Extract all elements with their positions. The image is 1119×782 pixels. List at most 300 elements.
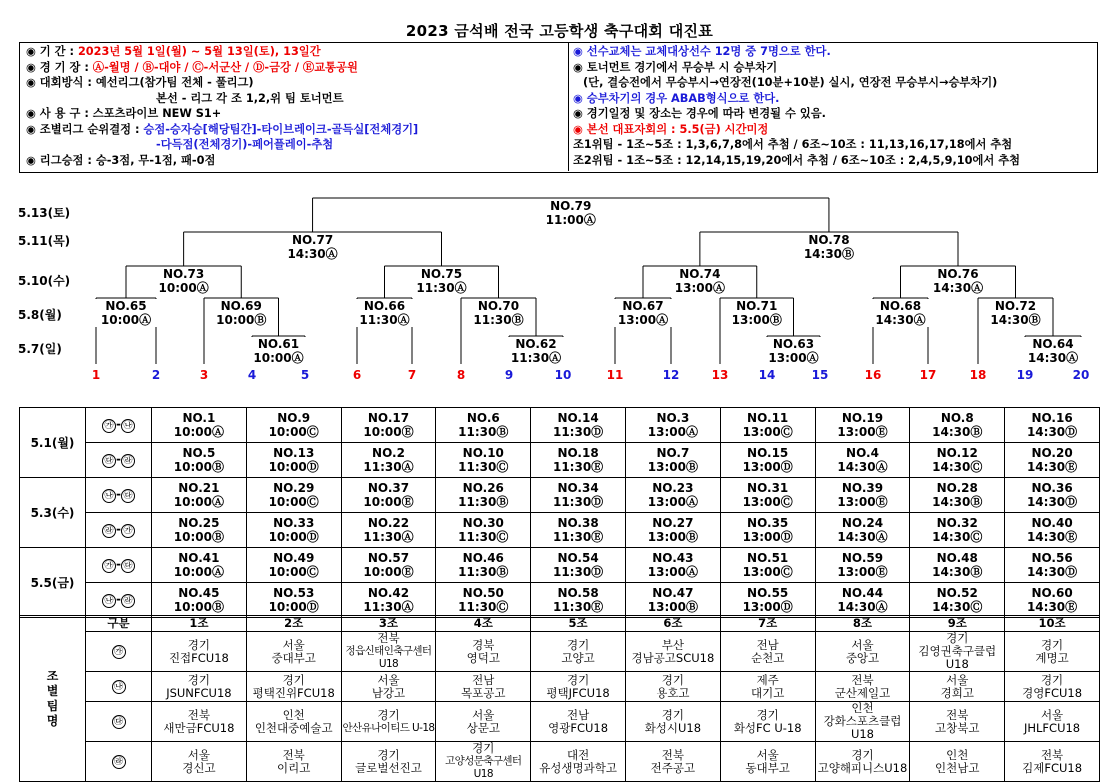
team-region: 부산 [661, 637, 684, 652]
venue-mark: Ⓓ [306, 530, 319, 544]
venue-mark: Ⓐ [875, 600, 888, 614]
bracket-team-number: 15 [811, 368, 829, 382]
match-number: NO.20 [1031, 446, 1073, 460]
team-name: 안산유나이티드 U-18 [342, 721, 435, 734]
match-number: NO.44 [841, 586, 884, 600]
team-cell [341, 632, 436, 672]
teams-header-cell: 6조 [625, 616, 720, 632]
bracket-match [92, 299, 160, 327]
schedule-date: 5.3(수) [20, 478, 86, 548]
match-time: 14:30 [1026, 530, 1066, 544]
venue-mark: Ⓐ [685, 425, 698, 439]
match-time: 14:30 [990, 313, 1029, 327]
match-time: 13:00 [742, 565, 781, 579]
match-time: 13:00 [837, 565, 876, 579]
match-time: 11:30 [416, 281, 455, 295]
group-mark: ㉮ [102, 419, 116, 433]
schedule-match [341, 548, 436, 583]
team-region: 경북 [472, 637, 495, 652]
bracket-match [982, 299, 1050, 327]
schedule-row [20, 583, 1100, 618]
bracket-team-number: 2 [151, 368, 161, 382]
team-name: 전주공고 [650, 760, 696, 775]
team-cell [625, 632, 720, 672]
schedule-match [436, 513, 531, 548]
team-name: 김영권축구클럽U18 [918, 644, 997, 671]
schedule-pair [86, 583, 152, 618]
venue-mark: Ⓒ [306, 425, 319, 439]
venue-mark: Ⓔ [1065, 530, 1078, 544]
match-number: NO.1 [182, 411, 216, 425]
teams-header-cell: 4조 [436, 616, 531, 632]
schedule-match [720, 548, 815, 583]
team-cell [910, 742, 1005, 782]
teams-side-label: 조 별 팀 명 [20, 616, 86, 782]
venue-mark: Ⓑ [511, 313, 524, 327]
match-number: NO.60 [1031, 586, 1073, 600]
info-right [568, 43, 1093, 171]
venue-mark: Ⓑ [685, 530, 698, 544]
bracket-team-number: 1 [91, 368, 101, 382]
venue-mark: Ⓓ [780, 600, 793, 614]
schedule-match [531, 443, 626, 478]
team-name: 진접FCU18 [168, 650, 229, 665]
match-number: NO.36 [1031, 481, 1073, 495]
team-cell [625, 672, 720, 702]
bracket-team-number: 19 [1016, 368, 1034, 382]
venue-mark: Ⓐ [397, 313, 410, 327]
match-number: NO.32 [936, 516, 978, 530]
schedule-match [720, 443, 815, 478]
match-time: 13:00 [647, 460, 686, 474]
venue-mark: Ⓐ [656, 313, 669, 327]
group-mark: ㉱ [102, 524, 116, 538]
team-name: 고양성문축구센터U18 [445, 755, 522, 780]
venue-mark: Ⓒ [496, 460, 509, 474]
venue-mark: Ⓑ [970, 495, 983, 509]
team-name: 경희고 [940, 685, 974, 700]
match-time: 10:00 [363, 565, 402, 579]
team-cell [720, 632, 815, 672]
team-region: 대전 [566, 747, 590, 762]
team-cell [246, 632, 341, 672]
team-cell [910, 672, 1005, 702]
team-cell [720, 742, 815, 782]
match-time: 10:00 [173, 565, 212, 579]
match-time: 10:00 [268, 565, 307, 579]
bracket-team-number: 11 [606, 368, 624, 382]
team-region: 인천 [282, 707, 305, 722]
match-time: 13:00 [647, 425, 686, 439]
schedule-row [20, 548, 1100, 583]
schedule-row [20, 408, 1100, 443]
match-time: 14:30 [803, 247, 843, 261]
pair-separator: - [116, 487, 121, 501]
team-name: 경신고 [182, 760, 216, 775]
match-number: NO.17 [367, 411, 410, 425]
group-mark: ㉰ [121, 489, 135, 503]
schedule-match [625, 443, 720, 478]
teams-header-row [20, 616, 1100, 632]
group-mark: ㉮ [121, 524, 135, 538]
match-time: 11:30 [363, 530, 402, 544]
schedule-match [815, 443, 910, 478]
match-number: NO.57 [367, 551, 410, 565]
team-cell [341, 742, 436, 782]
team-name: 계명고 [1035, 650, 1069, 665]
match-number: NO.7 [656, 446, 690, 460]
venue-mark: Ⓑ [211, 600, 224, 614]
schedule-match [1005, 548, 1100, 583]
schedule-match [910, 408, 1005, 443]
match-time: 11:30 [458, 530, 497, 544]
team-region: 경기 [566, 637, 590, 652]
venue-mark: Ⓐ [139, 313, 152, 327]
schedule-row [20, 443, 1100, 478]
match-number: NO.2 [372, 446, 405, 460]
schedule-match [1005, 513, 1100, 548]
schedule-match [341, 443, 436, 478]
match-time: 13:00 [674, 281, 713, 295]
schedule-match [815, 408, 910, 443]
match-time: 14:30 [1026, 600, 1066, 614]
info-key: ◉ 조별리그 순위결정 : [26, 122, 144, 136]
venue-mark: Ⓒ [780, 495, 793, 509]
team-name: 새만금FCU18 [163, 720, 235, 735]
match-time: 10:00 [173, 425, 212, 439]
team-cell [625, 702, 720, 742]
group-mark: ㉯ [102, 594, 116, 608]
match-time: 13:00 [742, 495, 781, 509]
bracket-match [723, 299, 791, 327]
venue-mark: Ⓐ [211, 565, 224, 579]
bracket-match [207, 299, 275, 327]
match-number: NO.35 [747, 516, 789, 530]
team-cell [815, 632, 910, 672]
match-number: NO.42 [367, 586, 410, 600]
team-cell [531, 742, 626, 782]
venue-mark: Ⓒ [780, 425, 793, 439]
team-region: 제주 [756, 672, 779, 687]
bracket-date-label: 5.8(월) [18, 308, 62, 322]
schedule-match [720, 478, 815, 513]
match-number: NO.63 [772, 337, 815, 351]
info-left-line [26, 153, 561, 169]
venue-mark: Ⓐ [583, 213, 596, 227]
team-name: 경남공고SCU18 [631, 650, 715, 665]
team-name: 영광FCU18 [548, 720, 609, 735]
team-name: 중앙고 [845, 650, 880, 665]
pair-separator: - [116, 592, 121, 606]
team-cell [815, 742, 910, 782]
venue-mark: Ⓐ [685, 495, 698, 509]
bracket-match [502, 337, 570, 365]
match-number: NO.49 [273, 551, 315, 565]
schedule-match [1005, 443, 1100, 478]
team-name: 영덕고 [466, 650, 500, 665]
bracket-team-number: 14 [758, 368, 776, 382]
venue-mark: Ⓒ [970, 460, 983, 474]
match-time: 11:30 [473, 313, 512, 327]
match-time: 13:00 [742, 600, 781, 614]
schedule-match [246, 583, 341, 618]
venue-mark: Ⓐ [196, 281, 209, 295]
schedule-match [436, 408, 531, 443]
match-time: 10:00 [363, 425, 402, 439]
venue-mark: Ⓓ [780, 460, 793, 474]
match-time: 13:00 [742, 460, 781, 474]
info-left-line [26, 75, 561, 91]
match-number: NO.59 [841, 551, 884, 565]
info-left-line [26, 122, 561, 138]
venue-mark: Ⓒ [970, 530, 983, 544]
team-cell [152, 672, 247, 702]
match-number: NO.56 [1031, 551, 1073, 565]
bracket-team-number: 8 [456, 368, 466, 382]
team-region: 인천 [946, 747, 969, 762]
venue-mark: Ⓓ [780, 530, 793, 544]
match-time: 10:00 [363, 495, 402, 509]
info-right-line: ◉ 승부차기의 경우 ABAB형식으로 한다. [573, 91, 780, 105]
venue-mark: Ⓐ [211, 425, 224, 439]
team-region: 경기 [661, 707, 684, 722]
group-mark: ㉰ [112, 715, 126, 729]
match-time: 14:30 [932, 495, 971, 509]
schedule-match [625, 583, 720, 618]
team-region: 경기 [187, 637, 210, 652]
match-number: NO.45 [178, 586, 220, 600]
match-number: NO.51 [747, 551, 789, 565]
schedule-match [1005, 408, 1100, 443]
team-region: 경기 [756, 707, 779, 722]
info-key: ◉ 경 기 장 : [26, 60, 93, 74]
venue-mark: Ⓐ [401, 530, 414, 544]
venue-mark: Ⓐ [1066, 351, 1079, 365]
venue-mark: Ⓔ [401, 565, 414, 579]
match-number: NO.25 [178, 516, 220, 530]
match-number: NO.43 [652, 551, 694, 565]
team-cell [1005, 672, 1100, 702]
team-region: 서울 [377, 672, 400, 687]
team-region: 전북 [851, 672, 874, 687]
venue-mark: Ⓑ [769, 313, 782, 327]
schedule-match [625, 513, 720, 548]
schedule-match [436, 583, 531, 618]
match-number: NO.19 [841, 411, 884, 425]
team-name: 유성생명과학고 [539, 760, 617, 775]
team-region: 전남 [566, 707, 590, 722]
match-time: 10:00 [268, 530, 307, 544]
schedule-match [246, 478, 341, 513]
team-name: 중대부고 [271, 650, 316, 665]
venue-mark: Ⓓ [591, 565, 604, 579]
team-name: 고창북고 [935, 720, 980, 735]
match-time: 11:30 [552, 600, 592, 614]
team-cell [531, 632, 626, 672]
pair-separator: - [116, 452, 121, 466]
team-cell [720, 672, 815, 702]
venue-mark: Ⓑ [496, 565, 509, 579]
match-time: 11:30 [458, 565, 497, 579]
match-time: 11:30 [458, 495, 497, 509]
bracket-date-label: 5.11(목) [18, 234, 71, 248]
match-number: NO.67 [622, 299, 664, 313]
bracket-match [245, 337, 313, 365]
venue-mark: Ⓑ [254, 313, 267, 327]
venue-mark: Ⓐ [454, 281, 467, 295]
schedule-match [152, 513, 247, 548]
pair-separator: - [116, 557, 121, 571]
match-number: NO.34 [557, 481, 599, 495]
team-cell [625, 742, 720, 782]
team-region: 전남 [756, 637, 779, 652]
match-time: 10:00 [253, 351, 292, 365]
group-mark: ㉰ [102, 454, 116, 468]
match-number: NO.74 [679, 267, 721, 281]
match-time: 14:30 [837, 460, 876, 474]
match-number: NO.53 [273, 586, 315, 600]
schedule-match [531, 583, 626, 618]
team-cell [1005, 702, 1100, 742]
schedule-match [625, 408, 720, 443]
venue-mark: Ⓒ [496, 600, 509, 614]
bracket-match [150, 267, 218, 295]
group-mark-cell [86, 632, 152, 672]
team-region: 경기 [566, 672, 590, 687]
info-value: 2023년 5월 1일(월) ~ 5월 13일(토), 13일간 [77, 45, 321, 58]
schedule-match [531, 513, 626, 548]
match-time: 10:00 [216, 313, 255, 327]
match-time: 10:00 [173, 600, 212, 614]
venue-mark: Ⓓ [591, 425, 604, 439]
group-mark: ㉰ [121, 559, 135, 573]
schedule-row [20, 513, 1100, 548]
match-number: NO.48 [936, 551, 978, 565]
match-number: NO.28 [936, 481, 978, 495]
match-time: 13:00 [837, 425, 876, 439]
pair-separator: - [116, 417, 121, 431]
info-right-line: ◉ 토너먼트 경기에서 무승부 시 승부차기 [573, 60, 778, 74]
team-region: 서울 [1040, 707, 1064, 722]
info-right-line: 조1위팀 - 1조~5조 : 1,3,6,7,8에서 추첨 / 6조~10조 : 11,13,16,17,18에서 추첨 [573, 138, 1013, 151]
schedule-match [1005, 478, 1100, 513]
team-name: 정읍신태인축구센터U18 [345, 645, 432, 670]
match-number: NO.4 [846, 446, 879, 460]
match-time: 13:00 [768, 351, 807, 365]
match-number: NO.15 [747, 446, 789, 460]
match-time: 10:00 [158, 281, 197, 295]
match-time: 10:00 [100, 313, 140, 327]
team-cell [436, 742, 531, 782]
venue-mark: Ⓓ [1065, 495, 1078, 509]
match-number: NO.27 [652, 516, 694, 530]
schedule-match [625, 548, 720, 583]
match-number: NO.71 [736, 299, 778, 313]
match-number: NO.62 [515, 337, 557, 351]
match-time: 13:00 [837, 495, 876, 509]
team-region: 전남 [472, 672, 495, 687]
schedule-match [531, 478, 626, 513]
schedule-match [720, 583, 815, 618]
match-number: NO.72 [994, 299, 1037, 313]
venue-mark: Ⓔ [875, 565, 888, 579]
info-left-line [26, 137, 561, 153]
match-number: NO.5 [182, 446, 216, 460]
venue-mark: Ⓐ [806, 351, 819, 365]
bracket-team-number: 13 [711, 368, 729, 382]
schedule-match [152, 443, 247, 478]
match-number: NO.14 [557, 411, 599, 425]
match-number: NO.54 [557, 551, 599, 565]
match-number: NO.10 [462, 446, 504, 460]
match-number: NO.64 [1032, 337, 1074, 351]
team-name: 고양고 [561, 650, 595, 665]
match-number: NO.75 [420, 267, 463, 281]
info-left-line [26, 91, 561, 107]
team-region: 경기 [1040, 637, 1064, 652]
teams-header-cell: 8조 [815, 616, 910, 632]
match-time: 10:00 [173, 460, 212, 474]
venue-mark: Ⓒ [306, 495, 319, 509]
match-number: NO.58 [557, 586, 599, 600]
bracket-date-label: 5.13(토) [18, 206, 71, 220]
venue-mark: Ⓑ [685, 460, 698, 474]
match-time: 13:00 [647, 600, 686, 614]
match-number: NO.73 [163, 267, 205, 281]
team-name: 경영FCU18 [1022, 685, 1083, 700]
match-time: 11:30 [359, 313, 398, 327]
schedule-match [152, 478, 247, 513]
match-time: 14:30 [287, 247, 326, 261]
match-number: NO.41 [178, 551, 220, 565]
info-right-line: ◉ 본선 대표자회의 : 5.5(금) 시간미정 [573, 122, 769, 136]
schedule-match [531, 408, 626, 443]
match-time: 10:00 [173, 495, 212, 509]
match-number: NO.37 [367, 481, 410, 495]
venue-mark: Ⓑ [970, 425, 983, 439]
match-time: 13:00 [647, 495, 686, 509]
schedule-date: 5.5(금) [20, 548, 86, 618]
match-time: 11:30 [363, 600, 402, 614]
schedule-row [20, 478, 1100, 513]
team-cell [436, 632, 531, 672]
teams-header-cell: 2조 [246, 616, 341, 632]
schedule-match [910, 548, 1005, 583]
bracket-match [609, 299, 677, 327]
team-region: 서울 [756, 747, 779, 762]
match-number: NO.16 [1031, 411, 1073, 425]
team-name: 김제FCU18 [1022, 760, 1083, 775]
bracket-match [408, 267, 476, 295]
venue-mark: Ⓐ [401, 600, 414, 614]
match-number: NO.23 [652, 481, 694, 495]
bracket-match [666, 267, 734, 295]
match-time: 11:30 [458, 600, 497, 614]
match-number: NO.61 [257, 337, 300, 351]
team-cell [152, 742, 247, 782]
match-time: 14:30 [932, 460, 971, 474]
match-number: NO.11 [747, 411, 789, 425]
bracket-match [760, 337, 828, 365]
team-region: 전북 [661, 747, 684, 762]
group-mark-cell [86, 742, 152, 782]
team-name: 용호고 [656, 685, 690, 700]
match-number: NO.31 [747, 481, 789, 495]
match-number: NO.6 [466, 411, 500, 425]
teams-header-cell: 구분 [86, 616, 152, 632]
page-title: 2023 금석배 전국 고등학생 축구대회 대진표 [405, 22, 714, 40]
team-cell [815, 672, 910, 702]
